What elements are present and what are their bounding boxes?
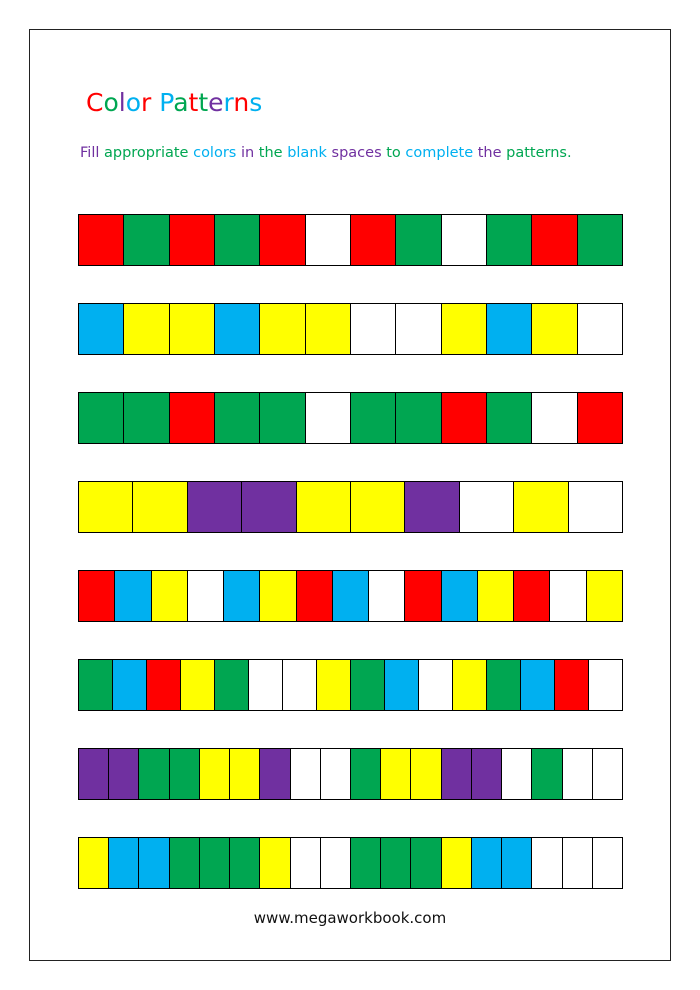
blank-cell[interactable] [569,482,622,532]
blank-cell[interactable] [419,660,453,710]
color-cell [487,660,521,710]
color-cell [170,215,215,265]
blank-cell[interactable] [532,838,562,888]
title-segment: P [159,88,174,117]
color-cell [79,215,124,265]
color-cell [133,482,187,532]
title-segment: s [249,88,263,117]
color-cell [411,838,441,888]
color-cell [351,393,396,443]
blank-cell[interactable] [532,393,577,443]
blank-cell[interactable] [578,304,622,354]
color-cell [79,749,109,799]
color-cell [487,215,532,265]
blank-cell[interactable] [283,660,317,710]
title-segment: t [188,88,199,117]
blank-cell[interactable] [291,838,321,888]
title-segment: r [223,88,234,117]
blank-cell[interactable] [593,749,622,799]
blank-cell[interactable] [502,749,532,799]
color-cell [79,393,124,443]
color-cell [200,838,230,888]
pattern-row-8 [78,837,623,889]
color-cell [215,304,260,354]
pattern-row-1 [78,214,623,266]
color-cell [532,304,577,354]
color-cell [181,660,215,710]
color-cell [115,571,151,621]
blank-cell[interactable] [460,482,514,532]
color-cell [79,660,113,710]
color-cell [351,660,385,710]
instruction-segment: the [258,145,288,161]
color-cell [79,482,133,532]
blank-cell[interactable] [321,838,351,888]
color-cell [396,215,441,265]
color-cell [139,749,169,799]
color-cell [514,571,550,621]
blank-cell[interactable] [188,571,224,621]
color-cell [297,482,351,532]
footer-url: www.megaworkbook.com [253,909,447,927]
color-cell [381,749,411,799]
color-cell [224,571,260,621]
color-cell [79,838,109,888]
color-cell [306,304,351,354]
color-cell [260,749,290,799]
color-cell [351,482,405,532]
title-segment: n [233,88,250,117]
color-cell [385,660,419,710]
color-cell [442,571,478,621]
color-cell [442,749,472,799]
color-cell [297,571,333,621]
instruction-segment: colors [193,145,241,161]
color-cell [351,215,396,265]
color-cell [587,571,622,621]
color-cell [351,838,381,888]
instruction-segment: complete [405,145,478,161]
title-segment: r [141,88,152,117]
color-cell [113,660,147,710]
instruction-segment: appropriate [103,145,194,161]
pattern-row-2 [78,303,623,355]
color-cell [170,393,215,443]
title-segment: o [103,88,119,117]
instruction-segment: spaces [331,145,387,161]
color-cell [109,749,139,799]
instruction-segment: Fill [80,145,104,161]
color-cell [152,571,188,621]
color-cell [532,749,562,799]
color-cell [230,838,260,888]
instruction-text [80,142,572,164]
color-cell [124,215,169,265]
color-cell [396,393,441,443]
color-cell [170,838,200,888]
blank-cell[interactable] [249,660,283,710]
blank-cell[interactable] [291,749,321,799]
color-cell [555,660,589,710]
pattern-row-7 [78,748,623,800]
blank-cell[interactable] [442,215,487,265]
pattern-row-4 [78,481,623,533]
color-cell [260,304,305,354]
color-cell [124,304,169,354]
title-segment: a [173,88,189,117]
color-cell [333,571,369,621]
color-cell [442,304,487,354]
color-cell [411,749,441,799]
blank-cell[interactable] [396,304,441,354]
color-cell [442,838,472,888]
instruction-segment: patterns. [506,145,572,161]
color-cell [405,571,441,621]
blank-cell[interactable] [589,660,622,710]
blank-cell[interactable] [351,304,396,354]
color-cell [79,304,124,354]
color-cell [578,393,622,443]
color-cell [170,304,215,354]
blank-cell[interactable] [369,571,405,621]
blank-cell[interactable] [306,215,351,265]
color-cell [472,749,502,799]
title-segment: t [198,88,209,117]
page-title [86,86,262,120]
instruction-segment: to [386,145,406,161]
color-cell [124,393,169,443]
instruction-segment: blank [287,145,332,161]
pattern-row-3 [78,392,623,444]
color-cell [487,304,532,354]
color-cell [147,660,181,710]
color-cell [453,660,487,710]
pattern-row-6 [78,659,623,711]
color-cell [578,215,622,265]
color-cell [79,571,115,621]
color-cell [215,660,249,710]
blank-cell[interactable] [593,838,622,888]
color-cell [532,215,577,265]
color-cell [472,838,502,888]
color-cell [442,393,487,443]
color-cell [260,571,296,621]
pattern-row-5 [78,570,623,622]
color-cell [405,482,459,532]
color-cell [317,660,351,710]
color-cell [381,838,411,888]
title-segment: C [86,88,104,117]
blank-cell[interactable] [550,571,586,621]
color-cell [109,838,139,888]
blank-cell[interactable] [321,749,351,799]
color-cell [170,749,200,799]
color-cell [514,482,568,532]
color-cell [260,393,305,443]
color-cell [260,215,305,265]
color-cell [521,660,555,710]
color-cell [139,838,169,888]
color-cell [200,749,230,799]
color-cell [215,393,260,443]
color-cell [230,749,260,799]
color-cell [188,482,242,532]
color-cell [502,838,532,888]
blank-cell[interactable] [563,838,593,888]
pattern-rows [78,214,623,889]
color-cell [487,393,532,443]
title-segment: l [118,88,126,117]
title-segment: e [208,88,224,117]
blank-cell[interactable] [563,749,593,799]
color-cell [351,749,381,799]
color-cell [478,571,514,621]
color-cell [242,482,296,532]
color-cell [260,838,290,888]
title-segment: o [125,88,142,117]
blank-cell[interactable] [306,393,351,443]
instruction-segment: the [477,145,507,161]
instruction-segment: in [240,145,259,161]
color-cell [215,215,260,265]
